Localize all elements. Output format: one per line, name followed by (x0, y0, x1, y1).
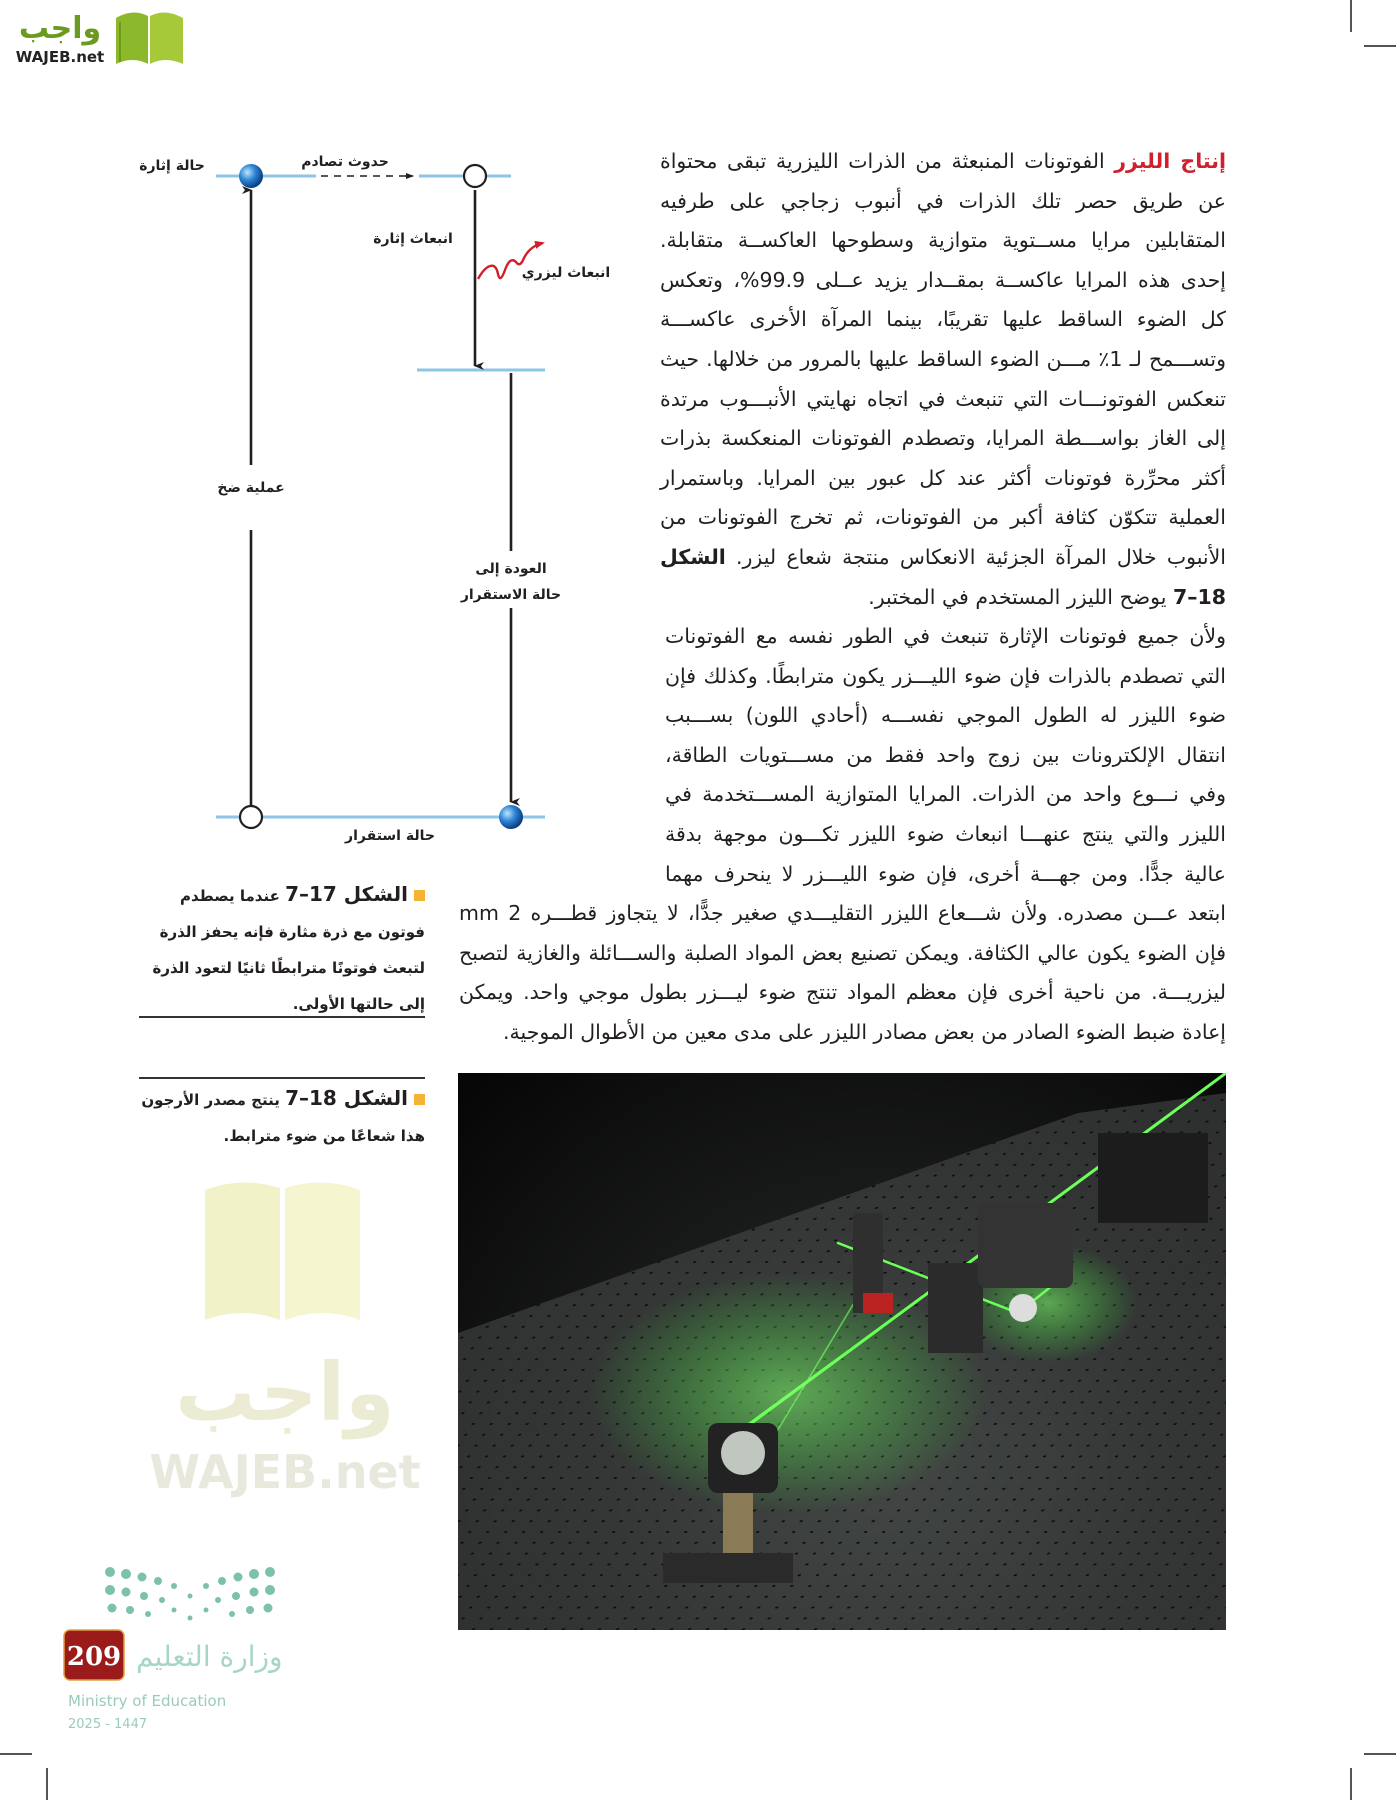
ministry-of-education-logo (60, 1560, 360, 1740)
edition-year: 2025 - 1447 (68, 1717, 148, 1732)
crop-mark (46, 1768, 48, 1800)
label-return-1: العودة إلى (475, 561, 547, 577)
paragraph-laser-production (660, 142, 1226, 617)
page-number: 209 (66, 1642, 122, 1672)
crop-mark (1364, 45, 1396, 47)
label-stimulated-emission: انبعاث إثارة (373, 231, 453, 247)
logo-arabic: واجب (18, 11, 102, 46)
crop-mark (0, 1753, 32, 1755)
figure-reference: الشكل 18–7 (660, 544, 1226, 609)
caption-figure-label: الشكل 17–7 (285, 882, 408, 906)
energy-level-diagram (0, 0, 700, 900)
ministry-dots-icon (105, 1567, 275, 1621)
wajeb-watermark (120, 1170, 450, 1500)
empty-excited-state (464, 165, 486, 187)
caption-figure-17 (139, 876, 425, 1022)
paragraph-text: ولأن جميع فوتونات الإثارة تنبعث في الطور نفسه مع الفوتونات التي تصطدم بالذرات فإن ضوء الليـــزر يكون مترابطًا. وكذلك فإن ضوء الليزر له الطول الموجي نفســـه (أحادي اللون) بســـبب انتقال الإلكترونات بين زوج واحد فقط من مســـتويات الطاقة، وفي نـــوع واحد من الذرات. المرايا المتوازية المســـتخدمة في الليزر والتي ينتج عنهـــا انبعاث ضوء الليزر تكـــون موجهة بدقة عالية جدًّا. ومن جهـــة أخرى، فإن ضوء الليـــزر لا ينحرف مهما ابتعد عـــن مصدره. ولأن شـــعاع الليزر التقليـــدي صغير جدًّا، لا يتجاوز قطـــره 2 mm فإن الضوء يكون عالي الكثافة. ويمكن تصنيع بعض المواد الصلبة والســـائلة والغازية لتصبح ليزريـــة. من ناحية أخرى فإن معظم المواد تنتج ضوء ليـــزر بطول موجي واحد. ويمكن إعادة ضبط الضوء الصادر من بعض مصادر الليزر على مدى معين من الأطوال الموجية. (459, 624, 1226, 1044)
caption-divider (139, 1077, 425, 1079)
caption-text: ينتج مصدر الأرجون هذا شعاعًا من ضوء مترابط. (141, 1091, 425, 1145)
caption-divider (139, 1016, 425, 1018)
label-ground-state: حالة استقرار (345, 828, 435, 844)
crop-mark (1350, 1768, 1352, 1800)
caption-square-icon (414, 1094, 425, 1105)
empty-ground-state (240, 806, 262, 828)
argon-laser-photo (458, 1073, 1226, 1630)
section-lead: إنتاج الليزر (1114, 149, 1226, 173)
excited-atom (239, 164, 263, 188)
label-return-2: حالة الاستقرار (460, 587, 562, 603)
label-collision: حدوث تصادم (301, 154, 389, 170)
caption-figure-18 (139, 1080, 425, 1154)
caption-square-icon (414, 890, 425, 901)
paragraph-text: الفوتونات المنبعثة من الذرات الليزرية تبقى محتواة عن طريق حصر تلك الذرات في أنبوب زجاجي على طرفيه المتقابلين مرايا مســتوية متوازية وسطوحها العاكســة متقابلة. إحدى هذه المرايا عاكســة بمقــدار يزيد عــلى 99.9%، وتعكس كل الضوء الساقط عليها تقريبًا، بينما المرآة الأخرى عاكســـة وتســـمح لـ 1٪ مـــن الضوء الساقط عليها بالمرور من خلالها. حيث تنعكس الفوتونـــات التي تنبعث في اتجاه نهايتي الأنبـــوب مرتدة إلى الغاز بواســـطة المرايا، وتصطدم الفوتونات المنعكسة بذرات أكثر محرِّرة فوتونات أكثر عند كل عبور بين المرايا. وباستمرار العملية تتكوّن كثافة أكبر من الفوتونات، ثم تخرج الفوتونات من الأنبوب خلال المرآة الجزئية الانعكاس منتجة شعاع ليزر. (660, 149, 1226, 569)
caption-text: عندما يصطدم فوتون مع ذرة مثارة فإنه يحفز الذرة لتبعث فوتونًا مترابطًا ثانيًا لتعود الذرة إلى حالتها الأولى. (152, 887, 425, 1013)
logo-latin: WAJEB.net (15, 48, 105, 66)
watermark-latin: WAJEB.net (149, 1445, 421, 1499)
label-pumping: عملية ضخ (217, 480, 285, 496)
crop-mark (1364, 1753, 1396, 1755)
label-excited-state: حالة إثارة (139, 158, 205, 174)
label-laser-emission: انبعاث ليزري (521, 265, 611, 281)
ministry-arabic: وزارة التعليم (136, 1640, 283, 1673)
ground-atom (499, 805, 523, 829)
paragraph-text: يوضح الليزر المستخدم في المختبر. (868, 584, 1167, 609)
crop-mark (1350, 0, 1352, 32)
caption-figure-label: الشكل 18–7 (285, 1086, 408, 1110)
ministry-english: Ministry of Education (68, 1692, 227, 1710)
watermark-arabic: واجب (175, 1346, 395, 1439)
